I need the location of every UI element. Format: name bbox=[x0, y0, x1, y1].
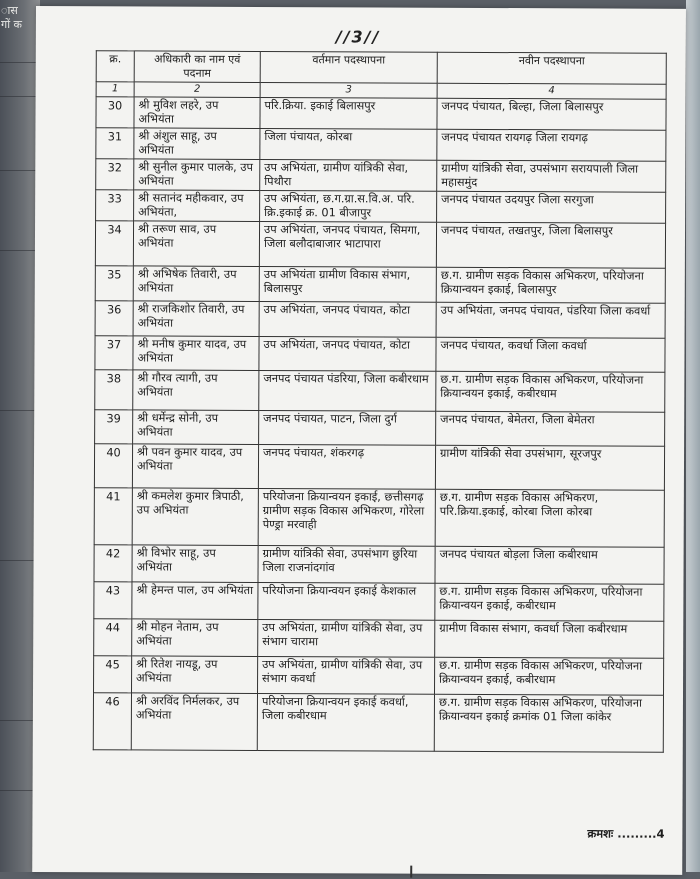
new-posting-cell: जनपद पंचायत बोड़ला जिला कबीरधाम bbox=[435, 546, 664, 584]
table-row bbox=[93, 693, 663, 752]
column-number: 2 bbox=[134, 82, 260, 98]
serial-cell: 37 bbox=[95, 336, 133, 370]
table-row bbox=[94, 656, 664, 695]
new-posting-cell: जनपद पंचायत, तखतपुर, जिला बिलासपुर bbox=[436, 222, 665, 268]
officer-name-cell: श्री अरविंद निर्मलकर, उप अभियंता bbox=[131, 693, 257, 751]
officer-name-cell: श्री मुविश लहरे, उप अभियंता bbox=[134, 97, 260, 129]
table-row bbox=[95, 410, 665, 446]
table-row bbox=[95, 370, 665, 412]
new-posting-cell: ग्रामीण विकास संभाग, कवर्धा जिला कबीरधाम bbox=[435, 620, 664, 658]
current-posting-cell: जनपद पंचायत पंडरिया, जिला कबीरधाम bbox=[259, 370, 436, 411]
current-posting-cell: उप अभियंता, जनपद पंचायत, सिमगा, जिला बलौदाबाजार भाटापारा bbox=[259, 221, 436, 267]
background-edge bbox=[686, 0, 700, 872]
serial-cell: 41 bbox=[94, 488, 132, 545]
new-posting-cell: ग्रामीण यांत्रिकी सेवा, उपसंभाग सरायपाली जिला महासमुंद bbox=[437, 160, 666, 192]
column-number: 4 bbox=[437, 83, 666, 99]
officer-name-cell: श्री रितेश नायडू, उप अभियंता bbox=[132, 656, 258, 694]
page-number: //3// bbox=[335, 27, 381, 47]
new-posting-cell: उप अभियंता, जनपद पंचायत, पंडरिया जिला कवर्धा bbox=[436, 302, 665, 338]
current-posting-cell: परियोजना क्रियान्वयन इकाई कवर्धा, जिला कबीरधाम bbox=[257, 693, 434, 751]
officer-name-cell: श्री राजकिशोर तिवारी, उप अभियंता bbox=[133, 301, 259, 337]
current-posting-cell: उप अभियंता, जनपद पंचायत, कोटा bbox=[259, 336, 436, 371]
officer-name-cell: श्री धर्मेन्द्र सोनी, उप अभियंता bbox=[133, 410, 259, 445]
serial-cell: 31 bbox=[96, 128, 134, 159]
serial-cell: 34 bbox=[95, 221, 133, 266]
table-row bbox=[95, 336, 665, 372]
background-text-line: ास bbox=[1, 4, 18, 17]
officer-name-cell: श्री अभिषेक तिवारी, उप अभियंता bbox=[133, 266, 259, 302]
continued-note: क्रमशः .........4 bbox=[587, 826, 665, 841]
officer-name-cell: श्री अंशुल साहू, उप अभियंता bbox=[134, 128, 260, 160]
serial-cell: 43 bbox=[94, 582, 132, 619]
current-posting-cell: उप अभियंता, ग्रामीण यांत्रिकी सेवा, उप संभाग कवर्धा bbox=[258, 656, 435, 694]
current-posting-cell: उप अभियंता, जनपद पंचायत, कोटा bbox=[259, 301, 436, 337]
serial-cell: 35 bbox=[95, 266, 133, 301]
serial-cell: 44 bbox=[94, 619, 132, 656]
table-row bbox=[94, 488, 664, 547]
header-current-posting: वर्तमान पदस्थापना bbox=[260, 51, 437, 83]
table-row bbox=[94, 582, 664, 621]
current-posting-cell: परियोजना क्रियान्वयन इकाई, छत्तीसगढ़ ग्रामीण सड़क विकास अभिकरण, गोरेला पेण्ड्रा मरवाही bbox=[258, 488, 435, 546]
current-posting-cell: जिला पंचायत, कोरबा bbox=[260, 128, 437, 160]
serial-cell: 45 bbox=[94, 656, 132, 693]
serial-cell: 39 bbox=[95, 410, 133, 444]
serial-cell: 30 bbox=[96, 97, 134, 128]
officer-name-cell: श्री कमलेश कुमार त्रिपाठी, उप अभियंता bbox=[132, 488, 258, 546]
header-new-posting: नवीन पदस्थापना bbox=[437, 52, 666, 84]
current-posting-cell: परि.क्रिया. इकाई बिलासपुर bbox=[260, 97, 437, 129]
table-row bbox=[96, 97, 666, 130]
column-number: 3 bbox=[260, 82, 437, 98]
transfer-table bbox=[93, 50, 667, 752]
background-page-text bbox=[1, 4, 22, 32]
current-posting-cell: उप अभियंता, छ.ग.ग्रा.स.वि.अ. परि. क्रि.इकाई क्र. 01 बीजापुर bbox=[260, 190, 437, 222]
officer-name-cell: श्री हेमन्त पाल, उप अभियंता bbox=[132, 582, 258, 620]
current-posting-cell: उप अभियंता, ग्रामीण यांत्रिकी सेवा, पिथौरा bbox=[260, 159, 437, 191]
current-posting-cell: उप अभियंता ग्रामीण विकास संभाग, बिलासपुर bbox=[259, 266, 436, 302]
header-serial: क्र. bbox=[96, 51, 134, 82]
new-posting-cell: जनपद पंचायत, कवर्धा जिला कवर्धा bbox=[436, 337, 665, 372]
officer-name-cell: श्री पवन कुमार यादव, उप अभियंता bbox=[132, 444, 258, 489]
serial-cell: 33 bbox=[96, 190, 134, 221]
table-row bbox=[96, 190, 666, 223]
officer-name-cell: श्री सतानंद महीकवार, उप अभियंता, bbox=[134, 190, 260, 222]
table-row bbox=[96, 128, 666, 161]
new-posting-cell: छ.ग. ग्रामीण सड़क विकास अभिकरण, परि.क्रिया.इकाई, कोरबा जिला कोरबा bbox=[435, 489, 664, 547]
officer-name-cell: श्री मोहन नेताम, उप अभियंता bbox=[132, 619, 258, 657]
current-posting-cell: जनपद पंचायत, पाटन, जिला दुर्ग bbox=[259, 410, 436, 445]
current-posting-cell: उप अभियंता, ग्रामीण यांत्रिकी सेवा, उप संभाग चारामा bbox=[258, 619, 435, 657]
column-number: 1 bbox=[96, 82, 134, 97]
current-posting-cell: परियोजना क्रियान्वयन इकाई केशकाल bbox=[258, 582, 435, 620]
serial-cell: 42 bbox=[94, 545, 132, 582]
new-posting-cell: छ.ग. ग्रामीण सड़क विकास अभिकरण, परियोजना क्रियान्वयन इकाई, कबीरधाम bbox=[435, 657, 664, 695]
new-posting-cell: छ.ग. ग्रामीण सड़क विकास अभिकरण, परियोजना क्रियान्वयन इकाई क्रमांक 01 जिला कांकेर bbox=[434, 694, 663, 752]
officer-name-cell: श्री मनीष कुमार यादव, उप अभियंता bbox=[133, 336, 259, 371]
document-page bbox=[32, 6, 686, 875]
table-row bbox=[94, 545, 664, 584]
new-posting-cell: छ.ग. ग्रामीण सड़क विकास अभिकरण, परियोजना क्रियान्वयन इकाई, कबीरधाम bbox=[436, 371, 665, 412]
table-row bbox=[95, 301, 665, 338]
serial-cell: 38 bbox=[95, 370, 133, 410]
header-officer-name: अधिकारी का नाम एवं पदनाम bbox=[134, 51, 260, 83]
background-text-line: गों क bbox=[1, 18, 22, 31]
new-posting-cell: जनपद पंचायत, बिल्हा, जिला बिलासपुर bbox=[437, 98, 666, 130]
serial-cell: 40 bbox=[94, 444, 132, 488]
new-posting-cell: छ.ग. ग्रामीण सड़क विकास अभिकरण, परियोजना क्रियान्वयन इकाई, कबीरधाम bbox=[435, 583, 664, 621]
table-row bbox=[95, 221, 665, 268]
new-posting-cell: जनपद पंचायत उदयपुर जिला सरगुजा bbox=[437, 191, 666, 223]
current-posting-cell: जनपद पंचायत, शंकरगढ़ bbox=[258, 444, 435, 489]
officer-name-cell: श्री गौरव त्यागी, उप अभियंता bbox=[133, 370, 259, 411]
table-row bbox=[95, 266, 665, 303]
officer-name-cell: श्री विभोर साहू, उप अभियंता bbox=[132, 545, 258, 583]
officer-name-cell: श्री तरूण साव, उप अभियंता bbox=[133, 221, 259, 267]
table-row bbox=[94, 444, 664, 490]
table-row bbox=[94, 619, 664, 658]
new-posting-cell: जनपद पंचायत रायगढ़ जिला रायगढ़ bbox=[437, 129, 666, 161]
current-posting-cell: ग्रामीण यांत्रिकी सेवा, उपसंभाग छुरिया जिला राजनांदगांव bbox=[258, 545, 435, 583]
serial-cell: 46 bbox=[93, 693, 131, 750]
officer-name-cell: श्री सुनील कुमार पालके, उप अभियंता bbox=[134, 159, 260, 191]
table-header-row bbox=[96, 51, 666, 84]
serial-cell: 36 bbox=[95, 301, 133, 336]
new-posting-cell: छ.ग. ग्रामीण सड़क विकास अभिकरण, परियोजना क्रियान्वयन इकाई, बिलासपुर bbox=[436, 267, 665, 303]
serial-cell: 32 bbox=[96, 159, 134, 190]
new-posting-cell: जनपद पंचायत, बेमेतरा, जिला बेमेतरा bbox=[436, 411, 665, 446]
new-posting-cell: ग्रामीण यांत्रिकी सेवा उपसंभाग, सूरजपुर bbox=[435, 445, 664, 490]
table-row bbox=[96, 159, 666, 192]
